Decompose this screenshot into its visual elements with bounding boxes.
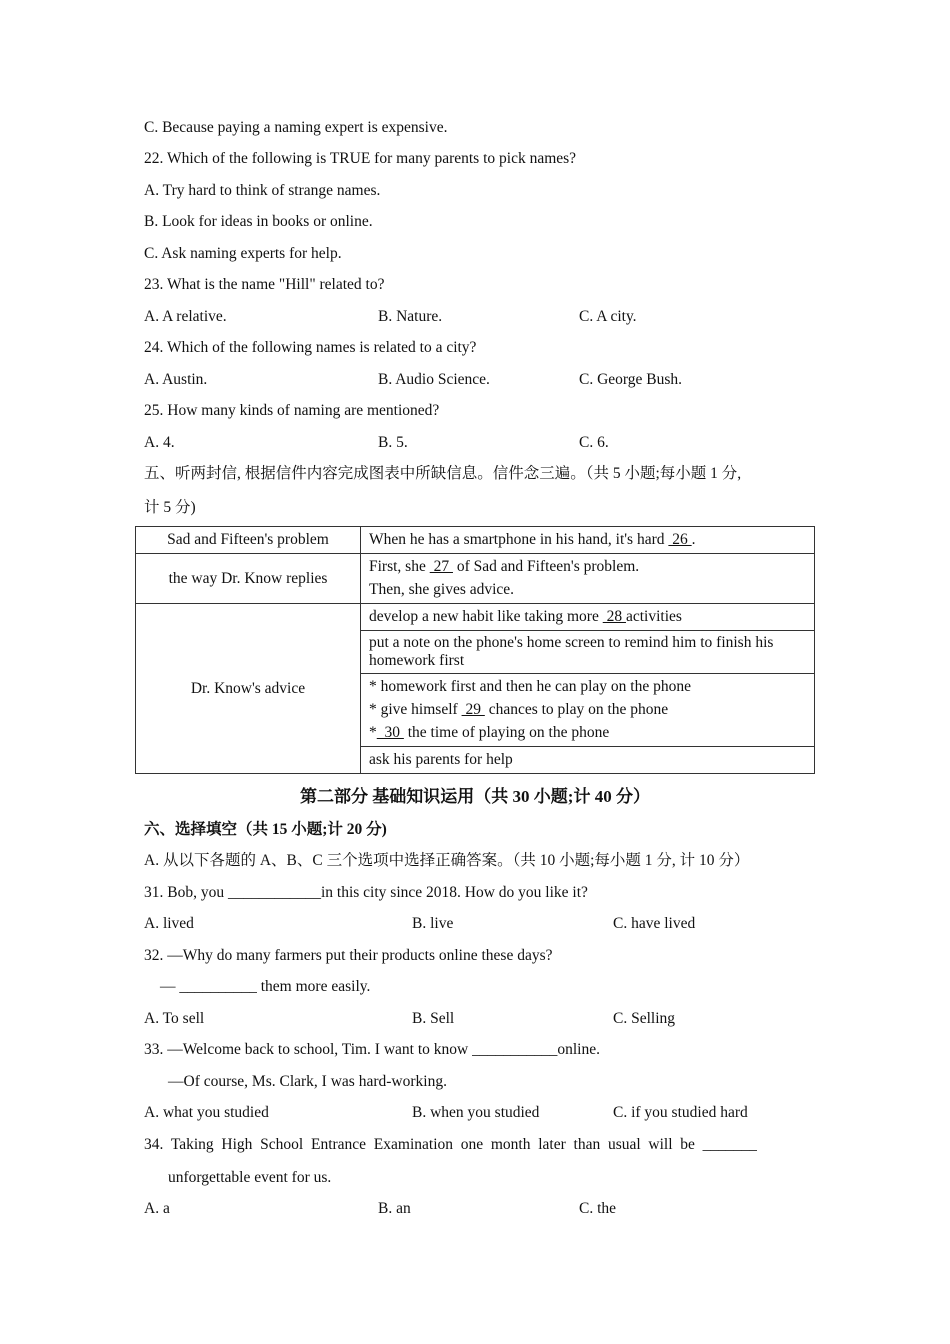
blank-26: 26 xyxy=(668,531,692,548)
advice-3-line-3: * 30 the time of playing on the phone xyxy=(369,724,610,741)
part5-instructions-cont: 计 5 分) xyxy=(144,499,196,516)
problem-end: . xyxy=(691,531,696,548)
advice-2: put a note on the phone's home screen to remind him to finish his homework first xyxy=(361,631,815,674)
q23-option-a: A. A relative. xyxy=(144,308,227,325)
q25-option-c: C. 6. xyxy=(579,434,609,451)
letter-info-table xyxy=(135,526,815,774)
question-22: 22. Which of the following is TRUE for many parents to pick names? xyxy=(144,150,577,167)
question-24: 24. Which of the following names is related to a city? xyxy=(144,339,477,356)
q32-option-b: B. Sell xyxy=(412,1010,455,1027)
replies-line-2: Then, she gives advice. xyxy=(369,581,515,598)
part2-title: 第二部分 基础知识运用（共 30 小题;计 40 分） xyxy=(300,787,650,806)
row-label-replies: the way Dr. Know replies xyxy=(136,554,361,604)
question-25: 25. How many kinds of naming are mentioned? xyxy=(144,402,440,419)
row-replies-text xyxy=(361,554,815,604)
question-33: 33. —Welcome back to school, Tim. I want to know ___________online. xyxy=(144,1041,600,1058)
q33-option-b: B. when you studied xyxy=(412,1104,540,1121)
q32-option-a: A. To sell xyxy=(144,1010,205,1027)
q24-option-c: C. George Bush. xyxy=(579,371,683,388)
advice-1: develop a new habit like taking more 28 activities xyxy=(361,604,815,631)
q33-option-c: C. if you studied hard xyxy=(613,1104,748,1121)
q23-option-c: C. A city. xyxy=(579,308,637,325)
question-34-cont: unforgettable event for us. xyxy=(168,1169,332,1186)
question-34: 34. Taking High School Entrance Examination one month later than usual will be _______ xyxy=(144,1136,757,1153)
q34-option-b: B. an xyxy=(378,1200,411,1217)
blank-29: 29 xyxy=(461,701,485,718)
q31-option-b: B. live xyxy=(412,915,454,932)
blank-28: 28 xyxy=(602,608,626,625)
question-33-reply: —Of course, Ms. Clark, I was hard-working. xyxy=(168,1073,447,1090)
table-row xyxy=(136,604,815,631)
row-label-problem: Sad and Fifteen's problem xyxy=(136,527,361,554)
question-32: 32. —Why do many farmers put their products online these days? xyxy=(144,947,553,964)
part5-instructions: 五、听两封信, 根据信件内容完成图表中所缺信息。信件念三遍。（共 5 小题;每小题 1 分, xyxy=(144,465,742,482)
blank-30: 30 xyxy=(376,724,404,741)
q31-option-c: C. have lived xyxy=(613,915,696,932)
advice-3 xyxy=(361,674,815,747)
row-label-advice: Dr. Know's advice xyxy=(136,604,361,774)
problem-text: When he has a smartphone in his hand, it's hard xyxy=(369,531,665,548)
question-31: 31. Bob, you ____________in this city since 2018. How do you like it? xyxy=(144,884,588,901)
q25-option-a: A. 4. xyxy=(144,434,175,451)
blank-27: 27 xyxy=(429,558,453,575)
part6-title: 六、选择填空（共 15 小题;计 20 分) xyxy=(144,821,387,838)
q32-option-c: C. Selling xyxy=(613,1010,676,1027)
advice-3-line-2: * give himself 29 chances to play on the phone xyxy=(369,701,669,718)
part6-intro: A. 从以下各题的 A、B、C 三个选项中选择正确答案。（共 10 小题;每小题 1 分, 计 10 分） xyxy=(144,852,750,869)
q22-option-a: A. Try hard to think of strange names. xyxy=(144,182,381,199)
table-row xyxy=(136,527,815,554)
q22-option-b: B. Look for ideas in books or online. xyxy=(144,213,373,230)
advice-4: ask his parents for help xyxy=(361,747,815,774)
q22-option-c: C. Ask naming experts for help. xyxy=(144,245,342,262)
row-problem-text xyxy=(361,527,815,554)
question-32-reply: — __________ them more easily. xyxy=(160,978,371,995)
q24-option-b: B. Audio Science. xyxy=(378,371,490,388)
replies-line-1: First, she 27 of Sad and Fifteen's problem. xyxy=(369,558,640,575)
q23-option-b: B. Nature. xyxy=(378,308,443,325)
question-23: 23. What is the name "Hill" related to? xyxy=(144,276,385,293)
q25-option-b: B. 5. xyxy=(378,434,408,451)
q31-option-a: A. lived xyxy=(144,915,194,932)
q21-option-c: C. Because paying a naming expert is expensive. xyxy=(144,119,448,136)
q34-option-c: C. the xyxy=(579,1200,617,1217)
advice-3-line-1: * homework first and then he can play on the phone xyxy=(369,678,691,695)
table-row xyxy=(136,554,815,604)
q34-option-a: A. a xyxy=(144,1200,170,1217)
q24-option-a: A. Austin. xyxy=(144,371,208,388)
q33-option-a: A. what you studied xyxy=(144,1104,269,1121)
